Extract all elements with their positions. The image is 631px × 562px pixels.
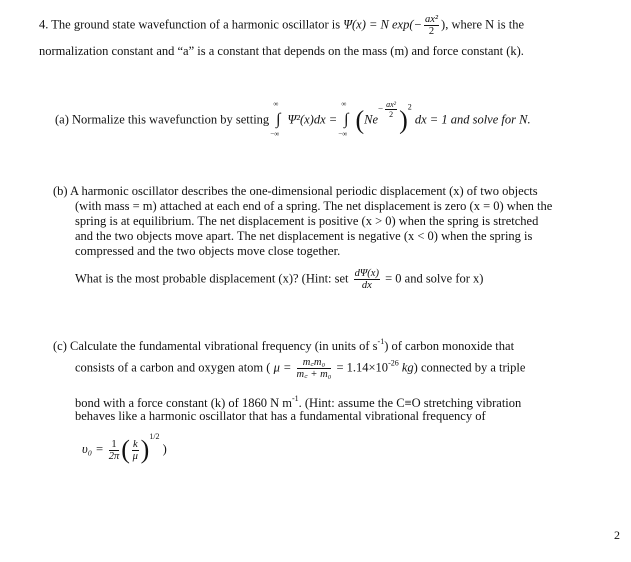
k-numerator: k <box>132 438 138 450</box>
reduced-mass-denominator: m꜀ + m₀ <box>296 369 332 380</box>
part-c-line-1-text: (c) Calculate the fundamental vibrational frequency (in units of s <box>53 339 378 353</box>
mu-symbol: μ = <box>273 360 292 375</box>
part-c-line-1 <box>53 337 514 354</box>
part-b-line-5: compressed and the two objects move close together. <box>75 244 341 258</box>
psi-exponent-fraction <box>424 14 439 37</box>
right-paren: ) <box>399 105 408 135</box>
left-paren: ( <box>355 105 365 135</box>
question-lead-tail: where N is the <box>451 17 524 32</box>
integral-lower-limit: −∞ <box>270 129 280 138</box>
part-a-integrand: Ψ²(x)dx = <box>287 112 338 127</box>
square-exponent: 2 <box>407 102 412 112</box>
reduced-mass-unit: kg <box>401 360 414 375</box>
derivative-denominator: dx <box>361 280 372 291</box>
part-a-text: (a) Normalize this wavefunction by setting <box>55 112 270 127</box>
exponent-block: − $\frac{\text{ax²}}{2}$ <box>378 100 397 119</box>
psi-definition: Ψ(x) = N exp(− <box>343 17 422 32</box>
psi-exponent-denominator: 2 <box>428 26 435 37</box>
exp-denominator: 2 <box>389 110 394 119</box>
per-second-exponent: -1 <box>377 337 385 346</box>
psi-exponent-numerator: ax² <box>424 14 439 25</box>
derivative-numerator: dΨ(x) <box>354 268 379 279</box>
exp-numerator: ax² <box>386 100 397 109</box>
reduced-mass-exponent: -26 <box>388 358 399 368</box>
one-over-two-pi <box>109 439 120 462</box>
page-number: 2 <box>614 528 620 542</box>
part-c-line-2 <box>75 357 525 380</box>
question-line-1 <box>39 14 524 37</box>
k-over-mu <box>132 439 139 462</box>
derivative-fraction <box>354 268 380 291</box>
part-b-hint-tail: = 0 and solve for x) <box>385 271 484 286</box>
part-b-line-2: (with mass = m) attached at each end of a spring. The net displacement is zero (x = 0) when the <box>75 199 553 213</box>
per-meter-exponent: -1 <box>291 394 299 403</box>
part-b-paragraph <box>53 184 623 259</box>
psi-close: ), <box>441 17 449 32</box>
integral-upper-limit: ∞ <box>273 99 279 108</box>
question-line-2: normalization constant and “a” is a constant that depends on the mass (m) and force constant (k). <box>39 44 524 58</box>
part-c-line-4: behaves like a harmonic oscillator that has a fundamental vibrational frequency of <box>75 409 486 423</box>
reduced-mass-numerator: m꜀m₀ <box>297 357 332 369</box>
question-lead: 4. The ground state wavefunction of a harmonic oscillator is <box>39 17 341 32</box>
reduced-mass-value: = 1.14×10 <box>336 360 389 375</box>
part-b-line-4: and the two objects move apart. The net displacement is negative (x < 0) when the spring is <box>75 229 533 243</box>
part-a <box>55 99 531 138</box>
part-c-line-3-tail: . (Hint: assume the C≡O stretching vibration <box>298 396 522 410</box>
exp-fraction <box>385 100 397 119</box>
mu-denominator: μ <box>132 450 138 462</box>
reduced-mass-fraction <box>297 357 332 380</box>
frequency-formula <box>82 432 167 463</box>
part-b-question <box>75 268 483 291</box>
part-b-question-text: What is the most probable displacement (x)? (Hint: set <box>75 271 349 286</box>
two-pi-denominator: 2π <box>108 450 120 462</box>
integral-sign: ∫ ∞ −∞ <box>270 99 281 138</box>
integral-sign-2: ∫ ∞ −∞ <box>338 99 349 138</box>
part-c-line-3-text: bond with a force constant (k) of 1860 N m <box>75 396 292 410</box>
half-exponent: 1/2 <box>149 432 160 441</box>
nu-zero: υ₀ = <box>82 442 104 456</box>
part-b-line-1: (b) A harmonic oscillator describes the one-dimensional periodic displacement (x) of two objects <box>53 184 538 198</box>
one-numerator: 1 <box>109 439 120 451</box>
integral-2-upper-limit: ∞ <box>341 99 347 108</box>
part-c-line-2-tail: ) connected by a triple <box>413 360 526 375</box>
integral-2-lower-limit: −∞ <box>338 129 348 138</box>
part-c-line-2-text: consists of a carbon and oxygen atom ( <box>75 360 271 375</box>
formula-left-paren: ( <box>121 435 130 465</box>
ne-term: Ne <box>364 112 379 127</box>
part-b-line-3: spring is at equilibrium. The net displacement is positive (x > 0) when the spring is stretched <box>75 214 539 228</box>
part-a-tail: dx = 1 and solve for N. <box>414 112 531 127</box>
part-c-line-1-tail: ) of carbon monoxide that <box>384 339 515 353</box>
formula-close: ) <box>162 442 167 456</box>
formula-right-paren: ) <box>140 435 150 465</box>
